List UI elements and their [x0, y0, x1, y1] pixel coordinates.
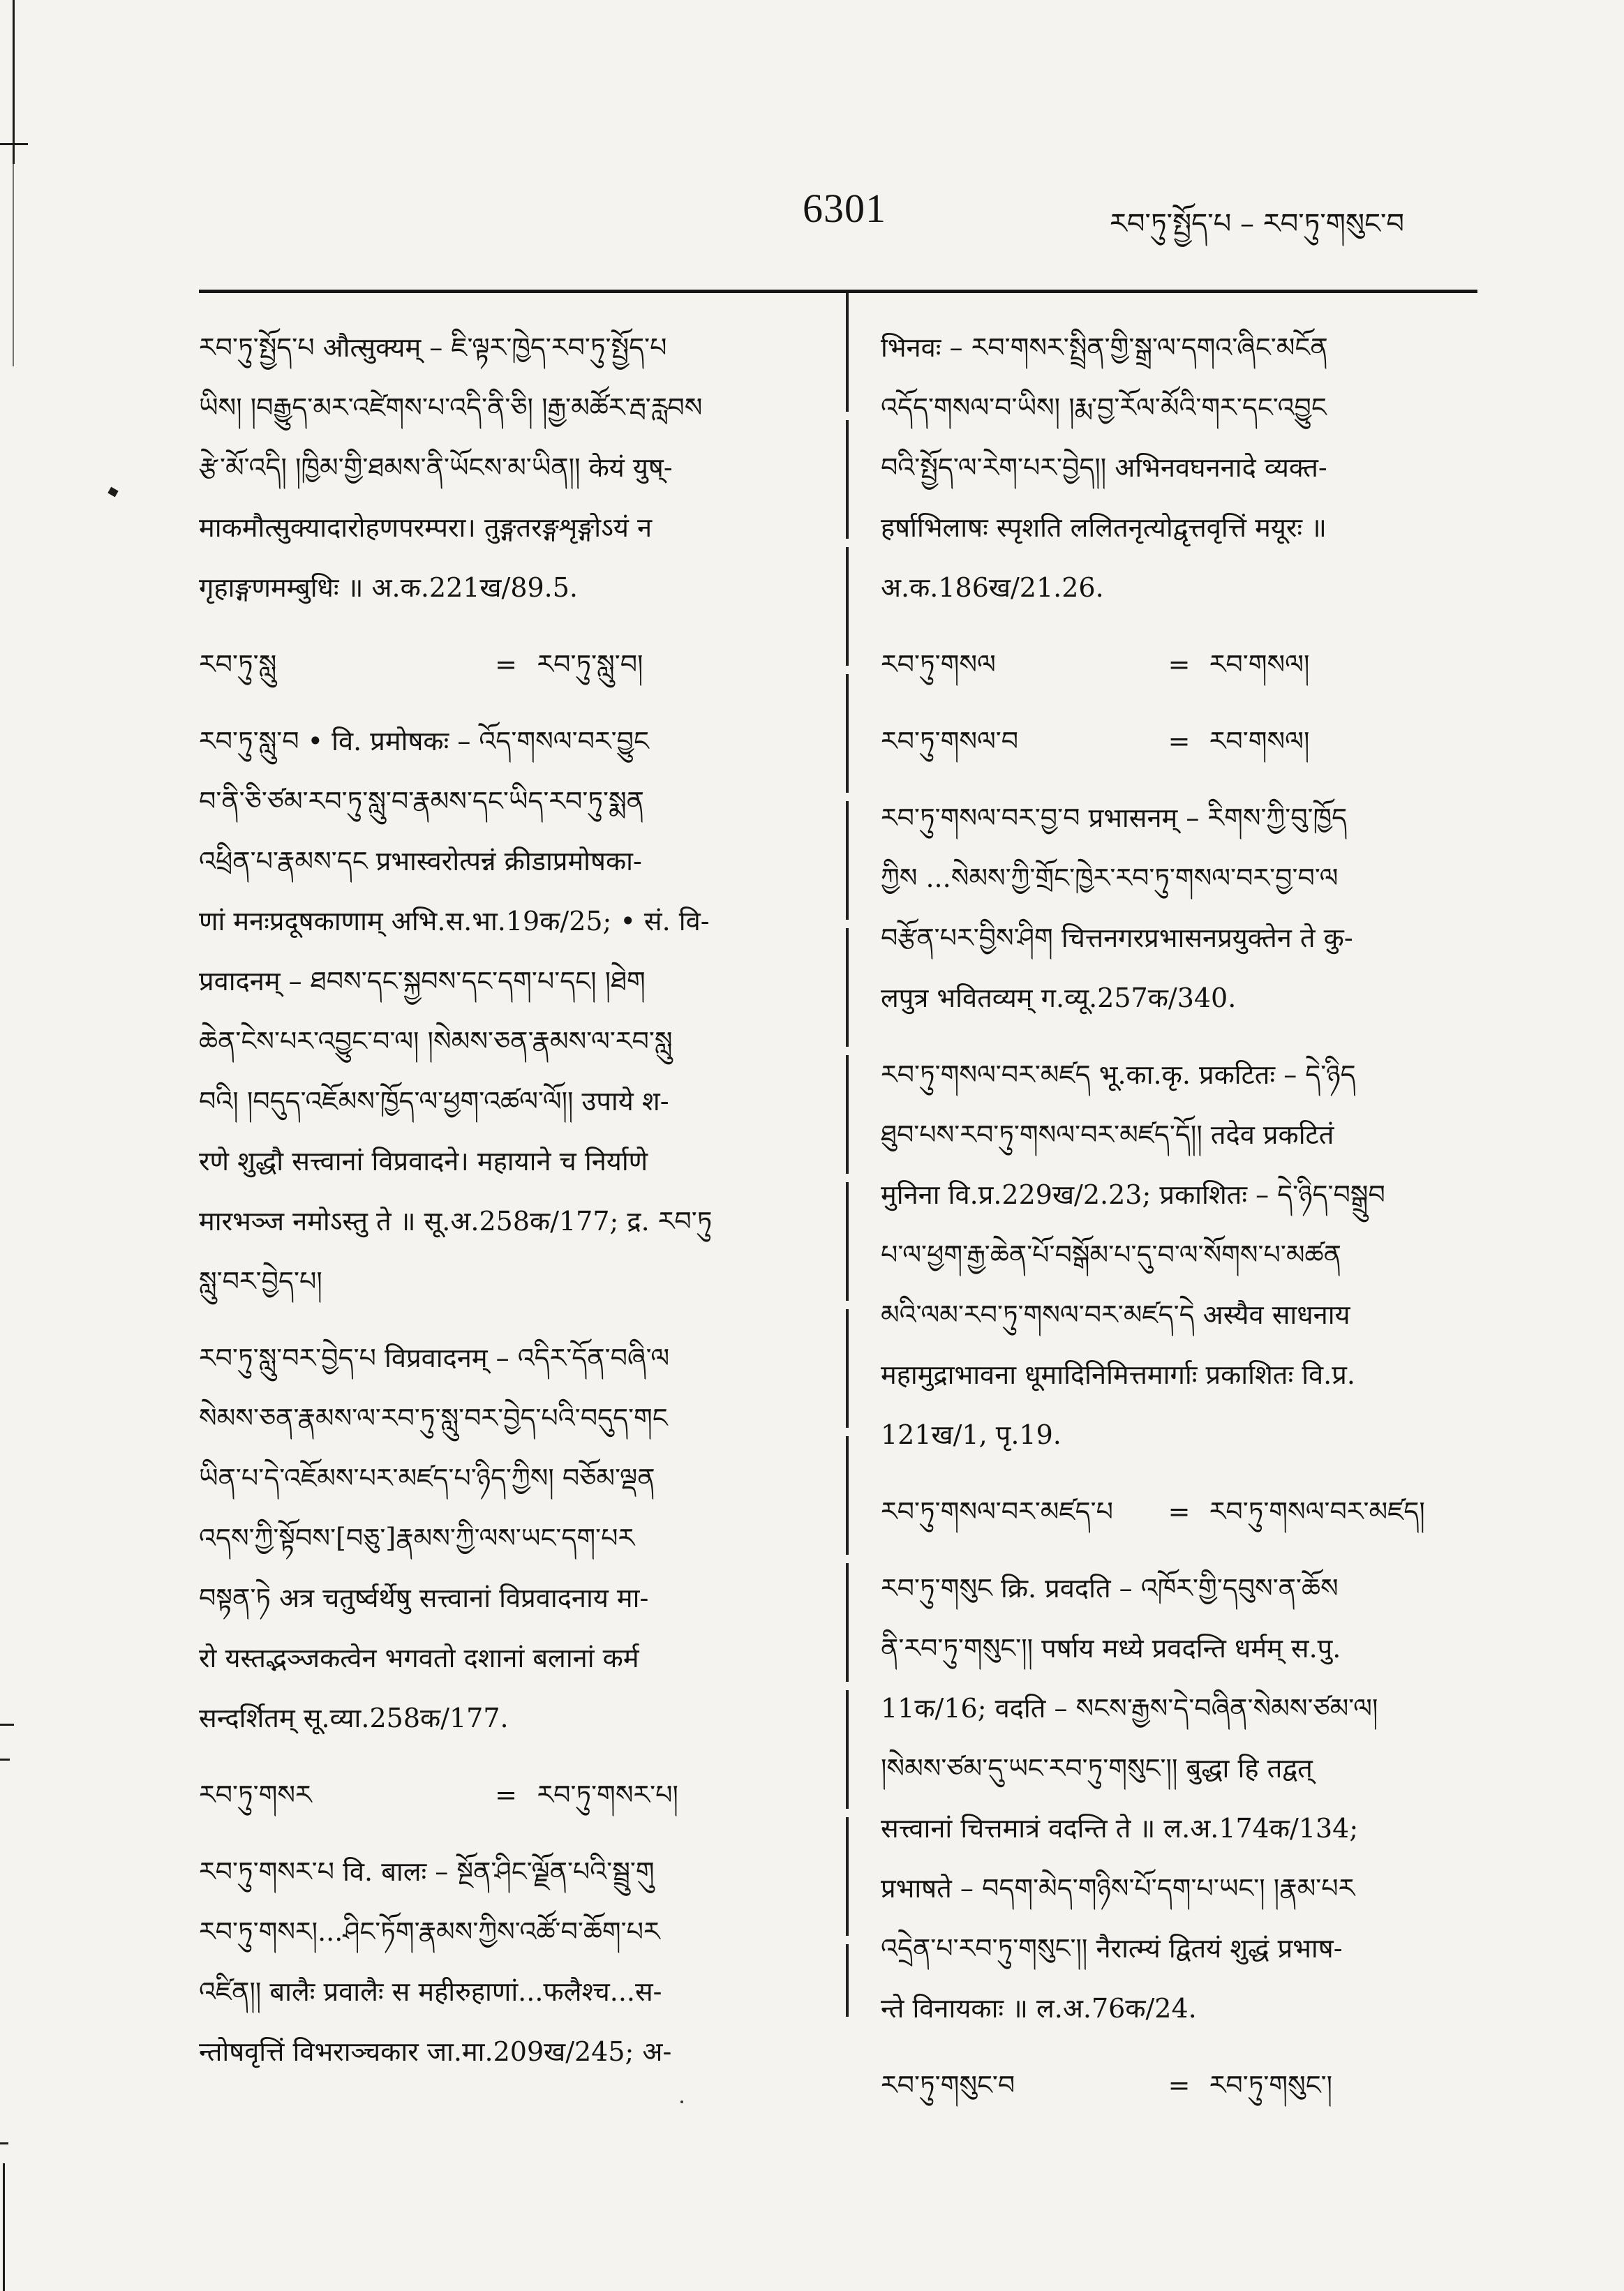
cross-reference-entry [199, 634, 813, 694]
margin-tick-mark [0, 1759, 10, 1761]
xref-equals: = [1168, 649, 1191, 680]
xref-target: རབ་ཏུ་སླུ་བ། [537, 649, 643, 680]
entry-line: मारभञ्ज नमोऽस्तु ते ॥ सू.अ.258क/177; द्र. རབ་ཏུ [199, 1206, 713, 1237]
entry-line: लपुत्र भवितव्यम् ग.व्यू.257क/340. [881, 983, 1237, 1013]
entry-line: ནི་རབ་ཏུ་གསུང་།། पर्षाय मध्ये प्रवदन्ति धर्मम् स.पु. [881, 1633, 1341, 1664]
entry-headline: རབ་ཏུ་སླུ་བ • वि. प्रमोषकः – འོད་གསལ་བར་བྱུང [199, 726, 649, 756]
xref-equals: = [495, 1779, 517, 1810]
entry-line: प्रभाषते – བདག་མེད་གཉིས་པོ་དག་པ་ཡང་། །རྣམ་པར [881, 1873, 1355, 1904]
xref-headword: རབ་ཏུ་གསལ་བ [881, 726, 1019, 756]
page-number: 6301 [803, 186, 886, 231]
entry-line: ཆེན་ངེས་པར་འབྱུང་བ་ལ། །སེམས་ཅན་རྣམས་ལ་རབ་སླུ [199, 1026, 673, 1057]
entry-line: प्रवादनम् – ཐབས་དང་སྐྱབས་དང་དག་པ་དང། །ཐེག [199, 966, 646, 997]
dictionary-entry [881, 1558, 1477, 2038]
entry-line: ཡིས། །བརྒྱུད་མར་འཛེགས་པ་འདི་ནི་ཅི། །རྒྱ་མཚོར་རྦ་རླབས [199, 392, 703, 423]
cross-reference-entry [881, 634, 1477, 694]
xref-target: རབ་གསལ། [1209, 726, 1310, 756]
entry-line: བ་ནི་ཅི་ཙམ་རབ་ཏུ་སླུ་བ་རྣམས་དང་ཡིད་རབ་ཏུ་སྨན [199, 786, 644, 816]
entry-line: འདོད་གསལ་བ་ཡིས། །རྨ་བྱ་རོལ་མོའི་གར་དང་འབྱུང [881, 392, 1327, 423]
entry-line: འདས་ཀྱི་སྟོབས་[བཅུ་]རྣམས་ཀྱི་ལས་ཡང་དག་པར [199, 1523, 635, 1553]
dictionary-entry [199, 711, 813, 1311]
entry-line: सत्त्वानां चित्तमात्रं वदन्ति ते ॥ ल.अ.174क/134; [881, 1813, 1359, 1844]
entry-line: བསྟན་ཏེ अत्र चतुर्ष्वर्थेषु सत्त्वानां विप्रवादनाय मा- [199, 1583, 649, 1613]
entry-line: འཕྲིན་པ་རྣམས་དང प्रभास्वरोत्पन्नं क्रीडाप्रमोषका- [199, 846, 642, 876]
xref-target: རབ་ཏུ་གསུང་། [1209, 2070, 1333, 2100]
entry-line: अ.क.186ख/21.26. [881, 572, 1104, 603]
dictionary-entry [199, 1842, 813, 2082]
entry-line: སླུ་བར་བྱེད་པ། [199, 1266, 322, 1297]
entry-line: ཀྱིས ...སེམས་ཀྱི་གྲོང་ཁྱེར་རབ་ཏུ་གསལ་བར་བྱ་བ་ལ [881, 863, 1339, 893]
cross-reference-entry [199, 1765, 813, 1825]
cross-reference-entry [881, 711, 1477, 771]
dictionary-entry [881, 318, 1477, 618]
entry-line: रो यस्तद्भञ्जकत्वेन भगवतो दशानां बलानां कर्म [199, 1643, 639, 1673]
xref-equals: = [1168, 1496, 1191, 1527]
entry-line: འཛིན།། बालैः प्रवालैः स महीरुहाणां...फलैश्च...स- [199, 1976, 662, 2007]
entry-line: रणे शुद्धौ सत्त्वानां विप्रवादने। महायाने च निर्याणे [199, 1146, 648, 1177]
entry-line: न्तोषवृत्तिं विभराञ्चकार जा.मा.209ख/245; अ- [199, 2036, 672, 2067]
header-rule [199, 290, 1477, 293]
entry-line: ཡིན་པ་དེ་འཇོམས་པར་མཛད་པ་ཉིད་ཀྱིས། བཅོམ་ལྡན [199, 1463, 655, 1493]
xref-headword: རབ་ཏུ་གསར [199, 1779, 312, 1810]
entry-line: བའི་སྤྱོད་ལ་རེག་པར་བྱེད།། अभिनवघननादे व्यक्त- [881, 452, 1327, 483]
margin-rule-mark [3, 2163, 5, 2291]
left-column [199, 318, 813, 2098]
dictionary-entry [199, 318, 813, 618]
xref-equals: = [1168, 2070, 1191, 2100]
entry-headline: རབ་ཏུ་གསུང क्रि. प्रवदति – འཁོར་གྱི་དབུས་ན་ཆོས [881, 1573, 1339, 1604]
xref-equals: = [1168, 726, 1191, 756]
entry-line: ཐུབ་པས་རབ་ཏུ་གསལ་བར་མཛད་དོ།། तदेव प्रकटितं [881, 1119, 1334, 1150]
xref-headword: རབ་ཏུ་སླུ [199, 649, 277, 680]
entry-line: བརྩོན་པར་བྱིས་ཤིག चित्तनगरप्रभासनप्रयुक्तेन ते कु- [881, 923, 1353, 953]
dictionary-entry [881, 788, 1477, 1028]
margin-tick-mark [0, 2142, 8, 2144]
entry-line: འདྲེན་པ་རབ་ཏུ་གསུང་།། नैरात्म्यं द्वितयं शुद्धं प्रभाष- [881, 1933, 1343, 1964]
cross-reference-entry [881, 2055, 1477, 2115]
margin-dot-mark [107, 487, 118, 498]
entry-line: महामुद्राभावना धूमादिनिमित्तमार्गाः प्रकाशितः वि.प्र. [881, 1359, 1355, 1390]
entry-headline: རབ་ཏུ་སྤྱོད་པ औत्सुक्यम् – ཇི་ལྟར་ཁྱེད་རབ་ཏུ་སྤྱོད་པ [199, 332, 667, 363]
cross-reference-entry [881, 1482, 1477, 1542]
entry-line: णां मनःप्रदूषकाणाम् अभि.स.भा.19क/25; • सं. वि- [199, 906, 710, 936]
dictionary-entry [199, 1328, 813, 1748]
entry-line: །སེམས་ཙམ་དུ་ཡང་རབ་ཏུ་གསུང་།། बुद्धा हि तद्वत् [881, 1753, 1313, 1784]
entry-line: རྩེ་མོ་འདི། །ཁྱིམ་གྱི་ཐམས་ནི་ཡོངས་མ་ཡིན།། केयं युष्- [199, 452, 673, 483]
entry-line: བའི། །བདུད་འཇོམས་ཁྱོད་ལ་ཕྱག་འཚལ་ལོ།། उपाये श- [199, 1086, 669, 1117]
scan-speck [680, 2100, 683, 2103]
xref-target: རབ་གསལ། [1209, 649, 1310, 680]
xref-headword: རབ་ཏུ་གསལ [881, 649, 996, 680]
xref-target: རབ་ཏུ་གསལ་བར་མཛད། [1209, 1496, 1425, 1527]
xref-equals: = [495, 649, 517, 680]
margin-tick-mark [0, 1724, 14, 1726]
entry-headline: རབ་ཏུ་སླུ་བར་བྱེད་པ विप्रवादनम् – འདིར་དོན་བཞི་ལ [199, 1343, 670, 1373]
entry-line: मुनिना वि.प्र.229ख/2.23; प्रकाशितः – དེ་ཉིད་བསྒྲུབ [881, 1179, 1385, 1210]
entry-line: པ་ལ་ཕྱག་རྒྱ་ཆེན་པོ་བསྒོམ་པ་དུ་བ་ལ་སོགས་པ་མཚན [881, 1239, 1341, 1270]
entry-line: माकमौत्सुक्यादारोहणपरम्परा। तुङ्गतरङ्गशृङ्गोऽयं न [199, 512, 653, 543]
column-divider [846, 293, 849, 2017]
running-title: རབ་ཏུ་སྤྱོད་པ – རབ་ཏུ་གསུང་བ [1110, 208, 1405, 240]
right-column [881, 318, 1477, 2132]
entry-headline: རབ་ཏུ་གསར་པ वि. बालः – སྔོན་ཤིང་ལྗོན་པའི་སྦྲུ་གུ [199, 1856, 655, 1887]
entry-line: 11क/16; वदति – སངས་རྒྱས་དེ་བཞིན་སེམས་ཙམ་ལ། [881, 1693, 1378, 1724]
xref-headword: རབ་ཏུ་གསལ་བར་མཛད་པ [881, 1496, 1113, 1527]
entry-line: རབ་ཏུ་གསར།...ཤིང་ཏོག་རྣམས་ཀྱིས་འཚོ་བ་ཆོག་པར [199, 1916, 660, 1947]
entry-headline: རབ་ཏུ་གསལ་བར་མཛད भू.का.कृ. प्रकटितः – དེ་ཉིད [881, 1059, 1356, 1090]
xref-headword: རབ་ཏུ་གསུང་བ [881, 2070, 1015, 2100]
dictionary-entry [881, 1045, 1477, 1465]
entry-line: སེམས་ཅན་རྣམས་ལ་རབ་ཏུ་སླུ་བར་བྱེད་པའི་བདུད་གང [199, 1403, 668, 1433]
margin-rule-mark [0, 143, 28, 145]
entry-headline: भिनवः – རབ་གསར་སྤྲིན་གྱི་སྒྲ་ལ་དགའ་ཞིང་མངོན [881, 332, 1328, 363]
xref-target: རབ་ཏུ་གསར་པ། [537, 1779, 678, 1810]
entry-line: सन्दर्शितम् सू.व्या.258क/177. [199, 1703, 509, 1733]
entry-line: མའི་ལམ་རབ་ཏུ་གསལ་བར་མཛད་དེ अस्यैव साधनाय [881, 1299, 1350, 1330]
margin-rule-mark [13, 164, 14, 366]
entry-line: 121ख/1, पृ.19. [881, 1419, 1061, 1450]
entry-line: न्ते विनायकाः ॥ ल.अ.76क/24. [881, 1993, 1197, 2024]
entry-headline: རབ་ཏུ་གསལ་བར་བྱ་བ प्रभासनम् – རིགས་ཀྱི་བུ་ཁྱོད [881, 803, 1348, 833]
entry-line: गृहाङ्गणमम्बुधिः ॥ अ.क.221ख/89.5. [199, 572, 579, 603]
margin-rule-mark [13, 0, 15, 164]
entry-line: हर्षाभिलाषः स्पृशति ललितनृत्योद्वृत्तवृत्तिं मयूरः ॥ [881, 512, 1327, 543]
